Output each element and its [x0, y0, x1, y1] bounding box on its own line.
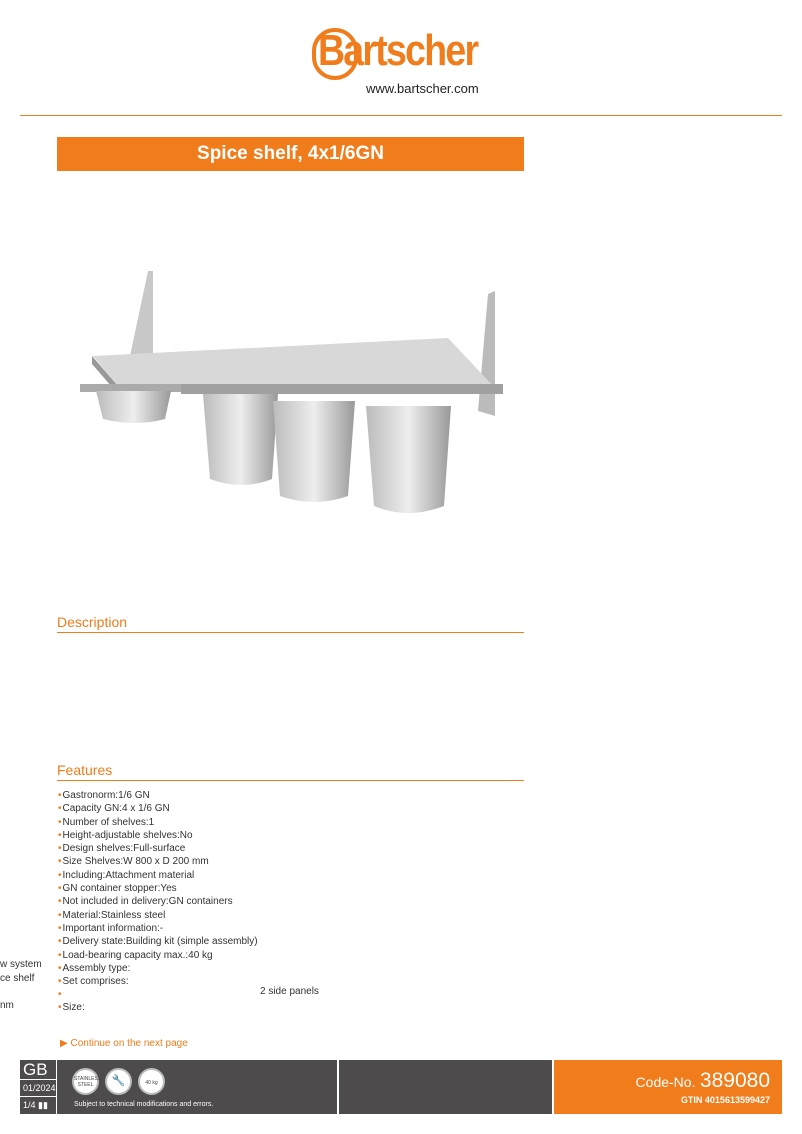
features-list [58, 789, 258, 1015]
overflow-text: nm [0, 1000, 14, 1011]
page-number: 1/4 [23, 1100, 36, 1110]
feature-item: • Set comprises: [58, 975, 258, 988]
feature-item: • Delivery state:Building kit (simple assembly) [58, 935, 258, 948]
overflow-text: ce shelf [0, 973, 35, 984]
weight-icon: 40 kg [138, 1068, 165, 1095]
description-heading: Description [57, 614, 524, 633]
features-heading: Features [57, 762, 524, 781]
date: 01/2024 [20, 1080, 56, 1097]
continue-link[interactable]: ▶ Continue on the next page [60, 1038, 188, 1049]
stainless-steel-icon: STAINLESS STEEL [72, 1068, 99, 1095]
play-icon: ▶ [60, 1038, 71, 1049]
feature-item: • Load-bearing capacity max.:40 kg [58, 949, 258, 962]
header-divider [20, 115, 782, 116]
overflow-text: 2 side panels [260, 986, 319, 997]
product-title: Spice shelf, 4x1/6GN [57, 137, 524, 171]
footer-blank [339, 1060, 552, 1114]
feature-item: • Number of shelves:1 [58, 816, 258, 829]
feature-item: • Assembly type: [58, 962, 258, 975]
language-code: GB [20, 1060, 56, 1080]
feature-item: • Design shelves:Full-surface [58, 842, 258, 855]
feature-item: • Important information:- [58, 922, 258, 935]
footer-meta [20, 1060, 56, 1114]
feature-item: • Including:Attachment material [58, 869, 258, 882]
gtin: GTIN 4015613599427 [680, 1095, 770, 1105]
feature-item: • Material:Stainless steel [58, 909, 258, 922]
website-url[interactable]: www.bartscher.com [366, 81, 479, 96]
code-label: Code-No. [635, 1074, 696, 1090]
footer-icons [57, 1060, 337, 1114]
feature-item: • Size Shelves:W 800 x D 200 mm [58, 855, 258, 868]
disclaimer: Subject to technical modifications and errors. [74, 1101, 214, 1108]
feature-item: • Height-adjustable shelves:No [58, 829, 258, 842]
product-image [78, 266, 503, 526]
overflow-text: w system [0, 959, 42, 970]
feature-item: • GN container stopper:Yes [58, 882, 258, 895]
logo-text: Bartscher [318, 26, 478, 75]
feature-item: • Not included in delivery:GN containers [58, 895, 258, 908]
feature-item: • Gastronorm:1/6 GN [58, 789, 258, 802]
feature-item: • Size: [58, 1001, 258, 1014]
feature-item: • Capacity GN:4 x 1/6 GN [58, 802, 258, 815]
code-number: 389080 [699, 1069, 770, 1092]
book-icon: ▮▮ [38, 1100, 48, 1110]
footer-code [554, 1060, 782, 1114]
wrench-icon: 🔧 [105, 1068, 132, 1095]
